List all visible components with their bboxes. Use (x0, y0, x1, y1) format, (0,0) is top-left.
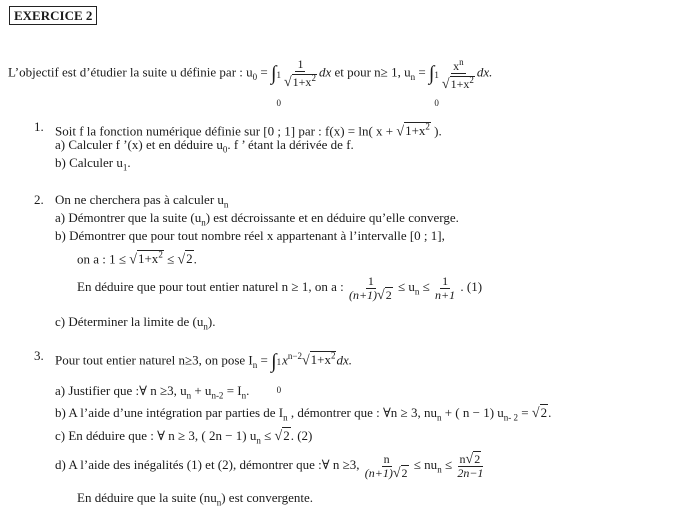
integral-sign: ∫ (270, 62, 277, 85)
q1-number: 1. (34, 119, 44, 134)
q2-number: 2. (34, 192, 44, 207)
q3-lead: Pour tout entier naturel n≥3, on pose $I_n$ = ∫ 1 0 $x^{n-2}√1+x^2dx$. (55, 350, 353, 396)
q3-fraction-lower: $\frac{n}{(n+1)√2}$ (364, 451, 408, 481)
q3-item-a: a) Justifier que :∀ n ≥3, $u_n + u_{n-2} = I_n$. (55, 383, 250, 401)
q2-fraction-upper: $\frac{1}{n+1}$ (435, 273, 456, 302)
q2-item-c: c) Déterminer la limite de $(u_n)$. (55, 314, 216, 332)
q2-fraction-lower: $\frac{1}{(n+1)√2}$ (348, 273, 392, 303)
q3-item-b: b) A l’aide d’une intégration par parties de $I_n$ , démontrer que : ∀n ≥ 3, $nu_n$ + ( n − 1) $u_{n- 2} = √2$. (55, 405, 552, 423)
q3-number: 3. (34, 348, 44, 363)
q2-lead: On ne cherchera pas à calculer $u_n$ (55, 192, 229, 210)
intro-line: L’objectif est d’étudier la suite u définie par : $u_0$ = ∫ 1 0 $\frac{1}{√1+x^2}$ dx et pour n≥ 1, $u_n$ = ∫ 1 0 $\frac{x^n}{√1+x^2}$ dx. (8, 57, 493, 108)
q3-fraction-upper: $\frac{n√2}{2n-1}$ (457, 451, 484, 480)
q1-item-b: b) Calculer $u_1$. (55, 155, 131, 173)
q2-item-a: a) Démontrer que la suite $(u_n)$ est décroissante et en déduire qu’elle converge. (55, 210, 459, 228)
exercise-title: EXERCICE 2 (9, 6, 97, 25)
q2-deduction: En déduire que pour tout entier naturel n ≥ 1, on a : $\frac{1}{(n+1)√2}$ ≤ $u_n$ ≤ $\frac{1}{n+1}$ . (1) (77, 273, 483, 303)
q1-statement: Soit f la fonction numérique définie sur [0 ; 1] par : f(x) = ln( $x + √1+x^2$ ). (55, 122, 442, 140)
q3-final: En déduire que la suite $(nu_n)$ est convergente. (77, 490, 314, 508)
q2-item-b-inequality: on a : $1 \le √1+x^2 \le √2$. (77, 250, 197, 268)
q3-item-d: d) A l’aide des inégalités (1) et (2), démontrer que :∀ n ≥3, $\frac{n}{(n+1)√2}$ ≤ $nu_n$ ≤ $\frac{n√2}{2n-1}$ (55, 451, 484, 481)
intro-fraction-2: $\frac{x^n}{√1+x^2}$ (441, 57, 474, 92)
q1-item-a: a) Calculer f ’(x) et en déduire $u_0$. f ’ étant la dérivée de f. (55, 137, 354, 155)
q3-item-c: c) En déduire que : ∀ n ≥ 3, ( 2n − 1) $u_n \le √2$. (2) (55, 428, 313, 446)
intro-fraction-1: $\frac{1}{√1+x^2}$ (283, 57, 316, 90)
q2-item-b: b) Démontrer que pour tout nombre réel x appartenant à l’intervalle [0 ; 1], (55, 228, 445, 243)
